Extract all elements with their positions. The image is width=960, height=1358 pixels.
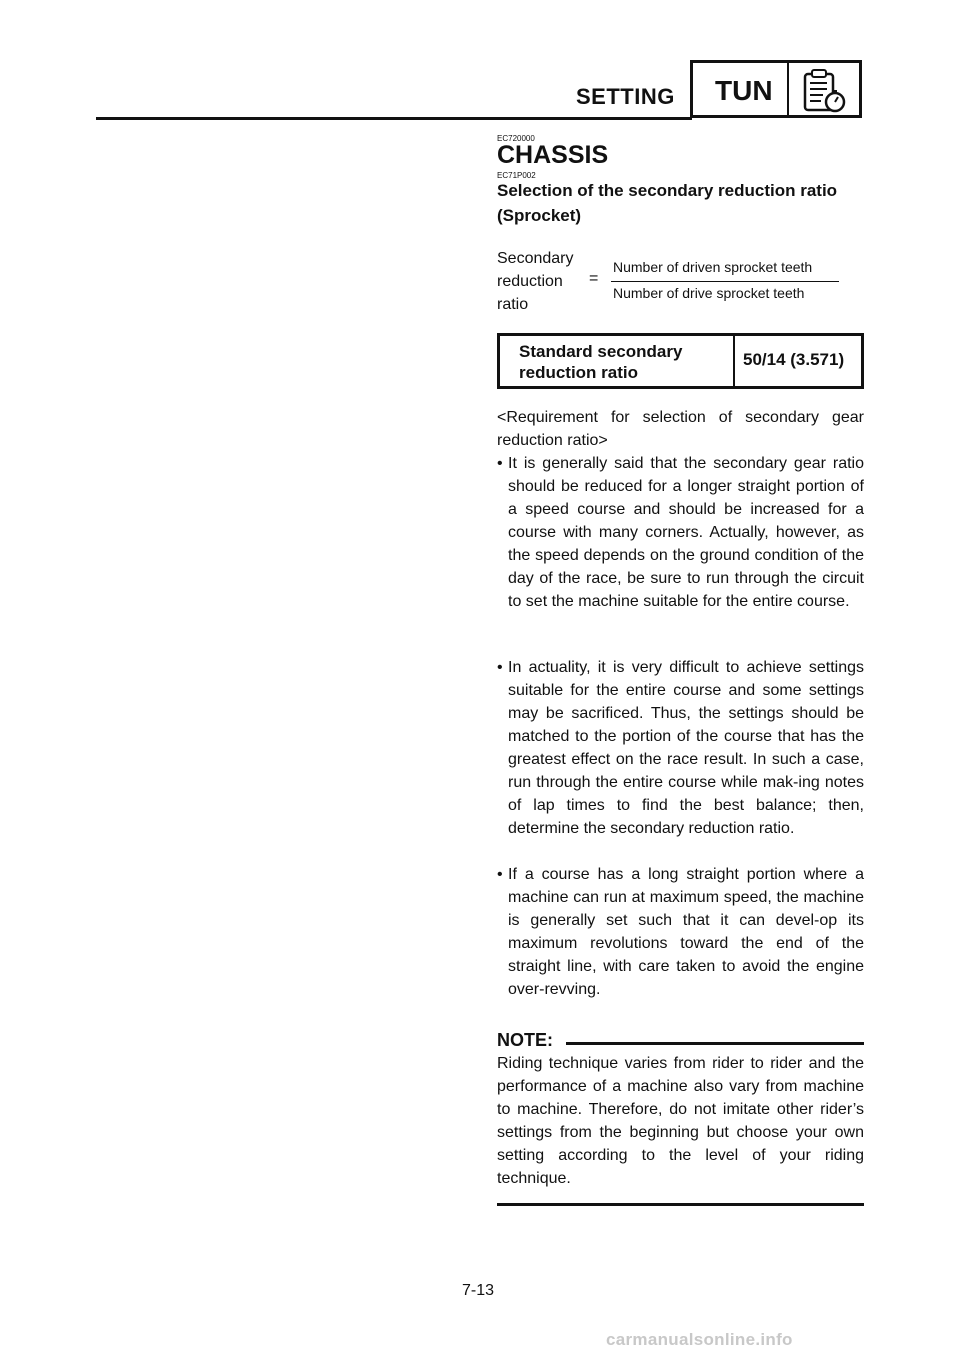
requirement-heading: <Requirement for selection of secondary gear reduction ratio> [497,409,864,449]
note-end-rule [497,1203,864,1206]
formula-left-line1: Secondary [497,250,574,267]
note-text: Riding technique varies from rider to rider and the performance of a machine also vary from machine to machine. Therefore, do not imitate other rider’s settings from the beginning but choose your own setting according to the level of your riding technique. [497,1055,864,1187]
formula-left-line2: reduction [497,273,563,290]
subsection-code: EC71P002 [497,171,536,180]
bullet-item [497,452,864,613]
bullet-text: If a course has a long straight portion where a machine can run at maximum speed, the machine is generally set such that it can devel-op its maximum revolutions toward the end of the straight line, with care taken to avoid the engine over-revving. [508,866,864,998]
spec-table [497,333,864,389]
chassis-heading: CHASSIS [497,141,609,169]
header-rule [96,117,692,120]
bullet-text: It is generally said that the secondary gear ratio should be reduced for a longer straight portion of a speed course and should be increased for a course with many corners. Actually, however, as the speed depends on the ground condition of the day of the race, be sure to run through the circuit to set the machine suitable for the entire course. [508,455,864,610]
note-heading: NOTE: [497,1030,553,1050]
spec-label [519,341,682,383]
bullet-dot-icon: • [497,866,503,883]
tab-divider [787,63,789,115]
formula-denominator: Number of drive sprocket teeth [613,285,805,301]
spec-value: 50/14 (3.571) [743,350,845,369]
chassis-code: EC720000 [497,134,535,143]
clipboard-stopwatch-icon [801,67,849,120]
spec-divider [733,336,735,386]
formula-left-line3: ratio [497,296,529,313]
spec-label-line1: Standard secondary [519,342,683,361]
note-rule [566,1042,864,1045]
formula-left-side [497,247,574,316]
formula-equals: = [589,270,599,287]
page-number: 7-13 [462,1282,495,1299]
fraction-bar [611,281,839,282]
formula-numerator: Number of driven sprocket teeth [613,259,813,275]
bullet-item [497,863,864,1001]
spec-label-line2: reduction ratio [519,363,639,382]
bullet-item [497,656,864,840]
section-title: SETTING [576,84,675,109]
subsection-heading: Selection of the secondary reduction ratio (Sprocket) [497,181,838,225]
watermark: carmanualsonline.info [606,1330,793,1349]
tun-label: TUN [715,75,773,106]
bullet-dot-icon: • [497,455,503,472]
tun-tab [690,60,862,118]
bullet-dot-icon: • [497,659,503,676]
bullet-text: In actuality, it is very difficult to achieve settings suitable for the entire course and some settings may be sacrificed. Thus, the settings should be matched to the portion of the course that has the greatest effect on the race result. In such a case, run through the entire course while mak-ing notes of lap times to find the best balance; then, determine the secondary reduction ratio. [508,659,864,837]
